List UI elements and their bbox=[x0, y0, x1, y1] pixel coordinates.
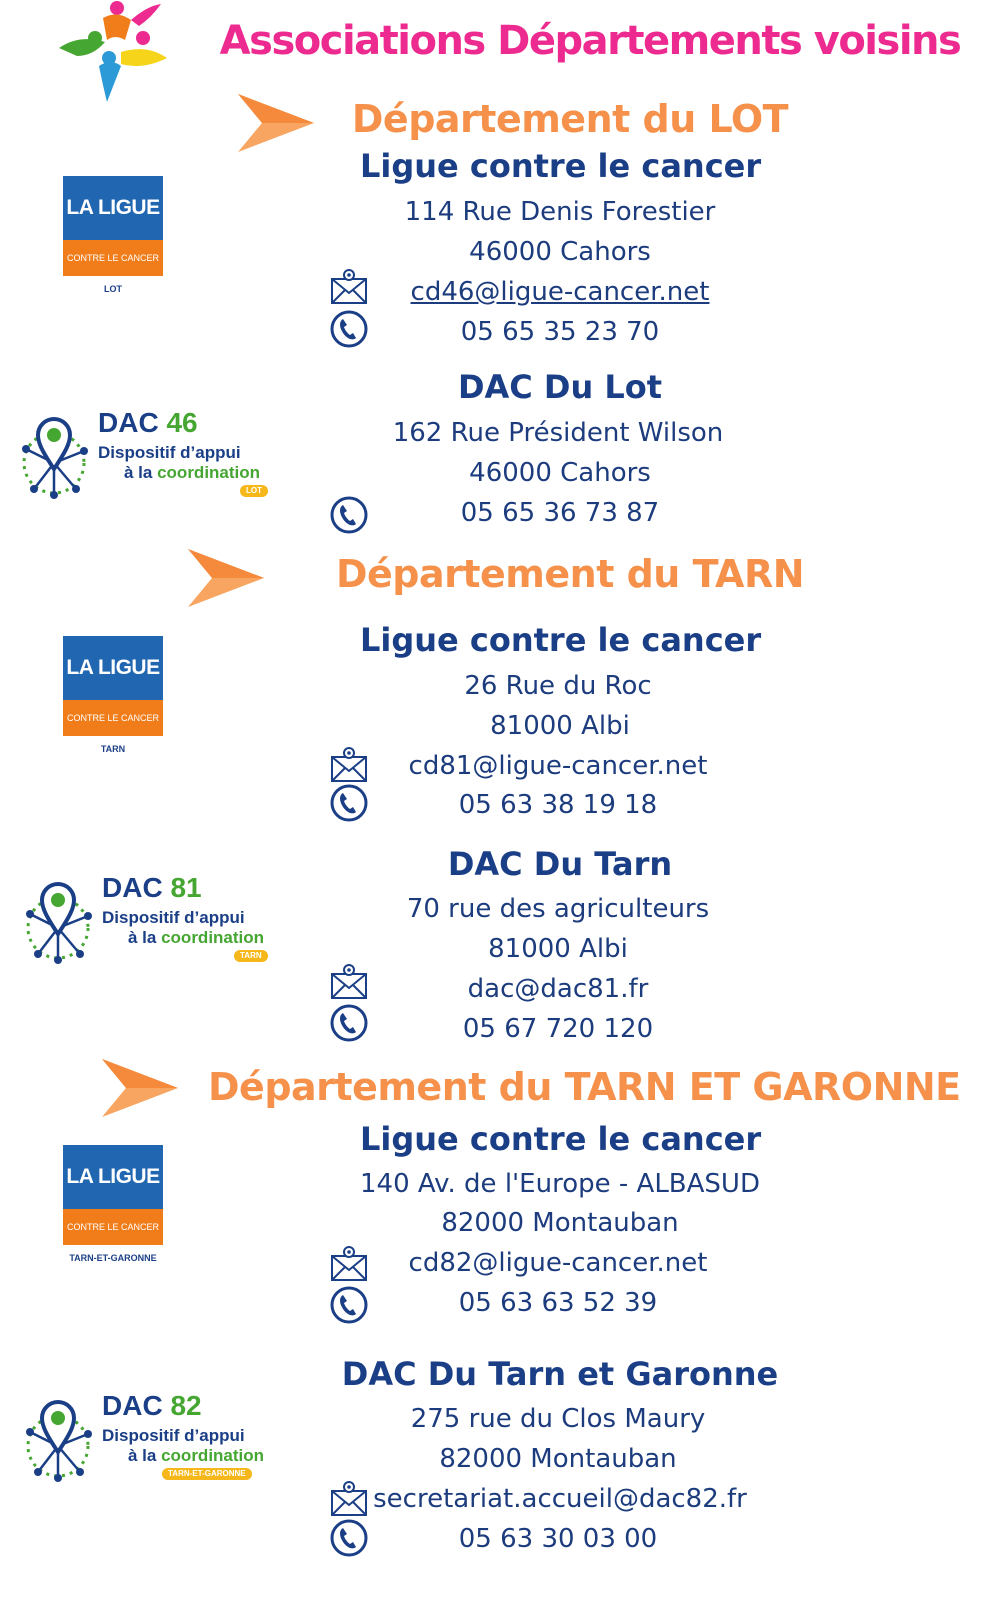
dac-name-tarn-et-garonne: DAC Du Tarn et Garonne bbox=[341, 1355, 779, 1393]
ligue-email-link-lot[interactable]: cd46@ligue-cancer.net bbox=[410, 277, 710, 307]
dac-city-lot: 46000 Cahors bbox=[469, 458, 651, 488]
ligue-street-tarn-et-garonne: 140 Av. de l'Europe - ALBASUD bbox=[360, 1169, 760, 1199]
ligue-name-tarn: Ligue contre le cancer bbox=[360, 621, 762, 659]
dac-city-tarn-et-garonne: 82000 Montauban bbox=[439, 1444, 677, 1474]
ligue-logo-lot: LA LIGUE CONTRE LE CANCER LOT bbox=[63, 176, 163, 294]
department-heading-tarn-et-garonne: Département du TARN ET GARONNE bbox=[208, 1065, 961, 1109]
chevron-arrow-icon bbox=[96, 1055, 180, 1121]
ligue-name-tarn-et-garonne: Ligue contre le cancer bbox=[360, 1120, 762, 1158]
ligue-name-lot: Ligue contre le cancer bbox=[360, 147, 762, 185]
ligue-city-lot: 46000 Cahors bbox=[469, 237, 651, 267]
dac-street-lot: 162 Rue Président Wilson bbox=[392, 418, 724, 448]
ligue-phone-tarn-et-garonne: 05 63 63 52 39 bbox=[458, 1288, 658, 1318]
page-title: Associations Départements voisins bbox=[219, 18, 961, 64]
ligue-city-tarn-et-garonne: 82000 Montauban bbox=[441, 1208, 679, 1238]
dac-phone-lot: 05 65 36 73 87 bbox=[460, 498, 660, 528]
ligue-phone-tarn: 05 63 38 19 18 bbox=[458, 790, 658, 820]
dac-logo-tarn: DAC 81 Dispositif d’appui à la coordination TARN bbox=[16, 870, 286, 970]
ligue-logo-tarn: LA LIGUE CONTRE LE CANCER TARN bbox=[63, 636, 163, 754]
dac-phone-tarn: 05 67 720 120 bbox=[462, 1014, 654, 1044]
department-heading-lot: Département du LOT bbox=[351, 97, 789, 141]
dac-phone-tarn-et-garonne: 05 63 30 03 00 bbox=[458, 1524, 658, 1554]
ligue-city-tarn: 81000 Albi bbox=[490, 711, 630, 741]
dac-name-tarn: DAC Du Tarn bbox=[447, 845, 673, 883]
ligue-phone-lot: 05 65 35 23 70 bbox=[460, 317, 660, 347]
chevron-arrow-icon bbox=[182, 545, 266, 611]
ligue-email-tarn-et-garonne[interactable]: cd82@ligue-cancer.net bbox=[408, 1248, 708, 1278]
dac-email-tarn-et-garonne[interactable]: secretariat.accueil@dac82.fr bbox=[373, 1484, 747, 1514]
ligue-street-tarn: 26 Rue du Roc bbox=[464, 671, 652, 701]
dac-name-lot: DAC Du Lot bbox=[457, 368, 663, 406]
dac-street-tarn-et-garonne: 275 rue du Clos Maury bbox=[410, 1404, 706, 1434]
people-logo-icon bbox=[55, 0, 170, 104]
dac-logo-lot: DAC 46 Dispositif d’appui à la coordination LOT bbox=[12, 405, 282, 505]
dac-logo-tarn-et-garonne: DAC 82 Dispositif d’appui à la coordination TARN-ET-GARONNE bbox=[16, 1388, 286, 1488]
ligue-email-tarn[interactable]: cd81@ligue-cancer.net bbox=[408, 751, 708, 781]
dac-city-tarn: 81000 Albi bbox=[488, 934, 628, 964]
dac-email-tarn[interactable]: dac@dac81.fr bbox=[467, 974, 649, 1004]
ligue-street-lot: 114 Rue Denis Forestier bbox=[404, 197, 716, 227]
chevron-arrow-icon bbox=[232, 90, 316, 156]
department-heading-tarn: Département du TARN bbox=[335, 552, 805, 596]
ligue-logo-tarn-et-garonne: LA LIGUE CONTRE LE CANCER TARN-ET-GARONNE bbox=[63, 1145, 163, 1263]
dac-street-tarn: 70 rue des agriculteurs bbox=[406, 894, 710, 924]
